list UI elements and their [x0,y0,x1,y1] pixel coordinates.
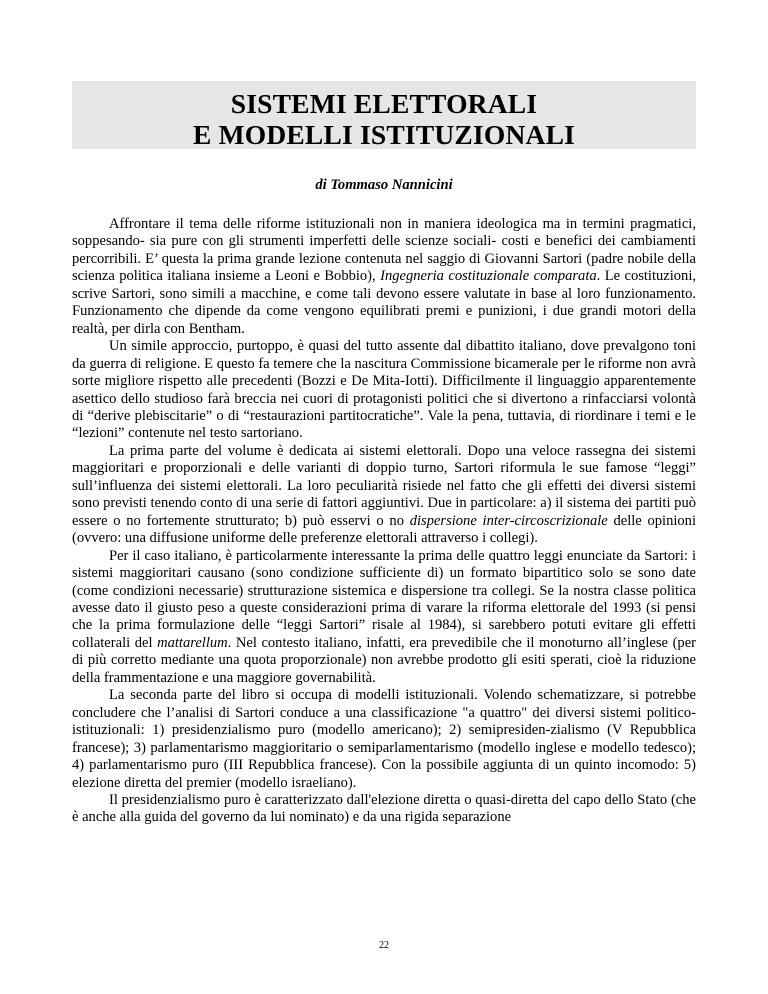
paragraph: Affrontare il tema delle riforme istituzionali non in maniera ideologica ma in termini pragmatici, soppesando- sia pure con gli strumenti imperfetti delle scienze sociali- costi e benefici dei cambiamenti percorribili. E’ questa la prima grande lezione contenuta nel saggio di Giovanni Sartori (padre nobile della scienza politica italiana insieme a Leoni e Bobbio), Ingegneria costituzionale comparata. Le costituzioni, scrive Sartori, sono simili a macchine, e come tali devono essere valutate in base al loro funzionamento. Funzionamento che dipende da come vengono equilibrati premi e punizioni, i due grandi motori della realtà, per dirla con Bentham. [72,216,697,337]
title-line-2: E MODELLI ISTITUZIONALI [192,119,576,150]
title-banner [72,81,696,149]
title-line-1: SISTEMI ELETTORALI [230,88,538,119]
paragraph: Per il caso italiano, è particolarmente interessante la prima delle quattro leggi enunciate da Sartori: i sistemi maggioritari causano (sono condizione sufficiente di) un formato bipartitico solo se sono date (come condizioni necessarie) strutturazione sistemica e dispersione tra collegi. Se la nostra classe politica avesse dato il giusto peso a queste considerazioni prima di varare la riforma elettorale del 1993 (si pensi che la prima formulazione delle “leggi Sartori” risale al 1984), si sarebbero potuti evitare gli effetti collaterali del mattarellum. Nel contesto italiano, infatti, era prevedibile che il monoturno all’inglese (per di più corretto mediante una quota proporzionale) non avrebbe prodotto gli esiti sperati, cioè la riduzione della frammentazione e una maggiore governabilità. [72,547,696,686]
paragraph: La prima parte del volume è dedicata ai sistemi elettorali. Dopo una veloce rassegna dei sistemi maggioritari e proporzionali e delle varianti di doppio turno, Sartori riformula le sue famose “leggi” sull’influenza dei sistemi elettorali. La loro peculiarità risiede nel fatto che gli effetti dei diversi sistemi sono previsti tenendo conto di una serie di fattori aggiuntivi. Due in particolare: a) il sistema dei partiti può essere o no fortemente strutturato; b) può esservi o no dispersione inter-circoscrizionale delle opinioni (ovvero: una diffusione uniforme delle preferenze elettorali attraverso i collegi). [72,442,696,547]
paragraph: Un simile approccio, purtoppo, è quasi del tutto assente dal dibattito italiano, dove prevalgono toni da guerra di religione. E questo fa temere che la nascitura Commissione bicamerale per le riforme non avrà sorte migliore rispetto alle precedenti (Bozzi e De Mita-Iotti). Difficilmente il linguaggio apparentemente asettico dello studioso farà breccia nei cuori di protagonisti politici che si divertono a rinfacciarsi volontà di “derive plebiscitarie” o di “restaurazioni partitocratiche”. Vale la pena, tuttavia, di riordinare i temi e le “lezioni” contenute nel testo sartoriano. [72,338,696,442]
article-body [72,216,696,827]
paragraph: Il presidenzialismo puro è caratterizzato dall'elezione diretta o quasi-diretta del capo dello Stato (che è anche alla guida del governo da lui nominato) e da una rigida separazione [72,791,696,826]
author-byline: di Tommaso Nannicini [315,177,453,193]
paragraph: La seconda parte del libro si occupa di modelli istituzionali. Volendo schematizzare, si potrebbe concludere che l’analisi di Sartori conduce a una classificazione "a quattro" dei diversi sistemi politico-istituzionali: 1) presidenzialismo puro (modello americano); 2) semipresiden-zialismo (V Repubblica francese); 3) parlamentarismo maggioritario o semiparlamentarismo (modello inglese e modello tedesco); 4) parlamentarismo puro (III Repubblica francese). Con la possibile aggiunta di un quinto incomodo: 5) elezione diretta del premier (modello israeliano). [72,687,696,791]
italic-phrase: dispersione inter-circoscrizionale [409,512,608,529]
italic-phrase: mattarellum [157,634,228,651]
italic-phrase: Ingegneria costituzionale comparata [380,268,597,285]
page-number: 22 [379,940,389,951]
